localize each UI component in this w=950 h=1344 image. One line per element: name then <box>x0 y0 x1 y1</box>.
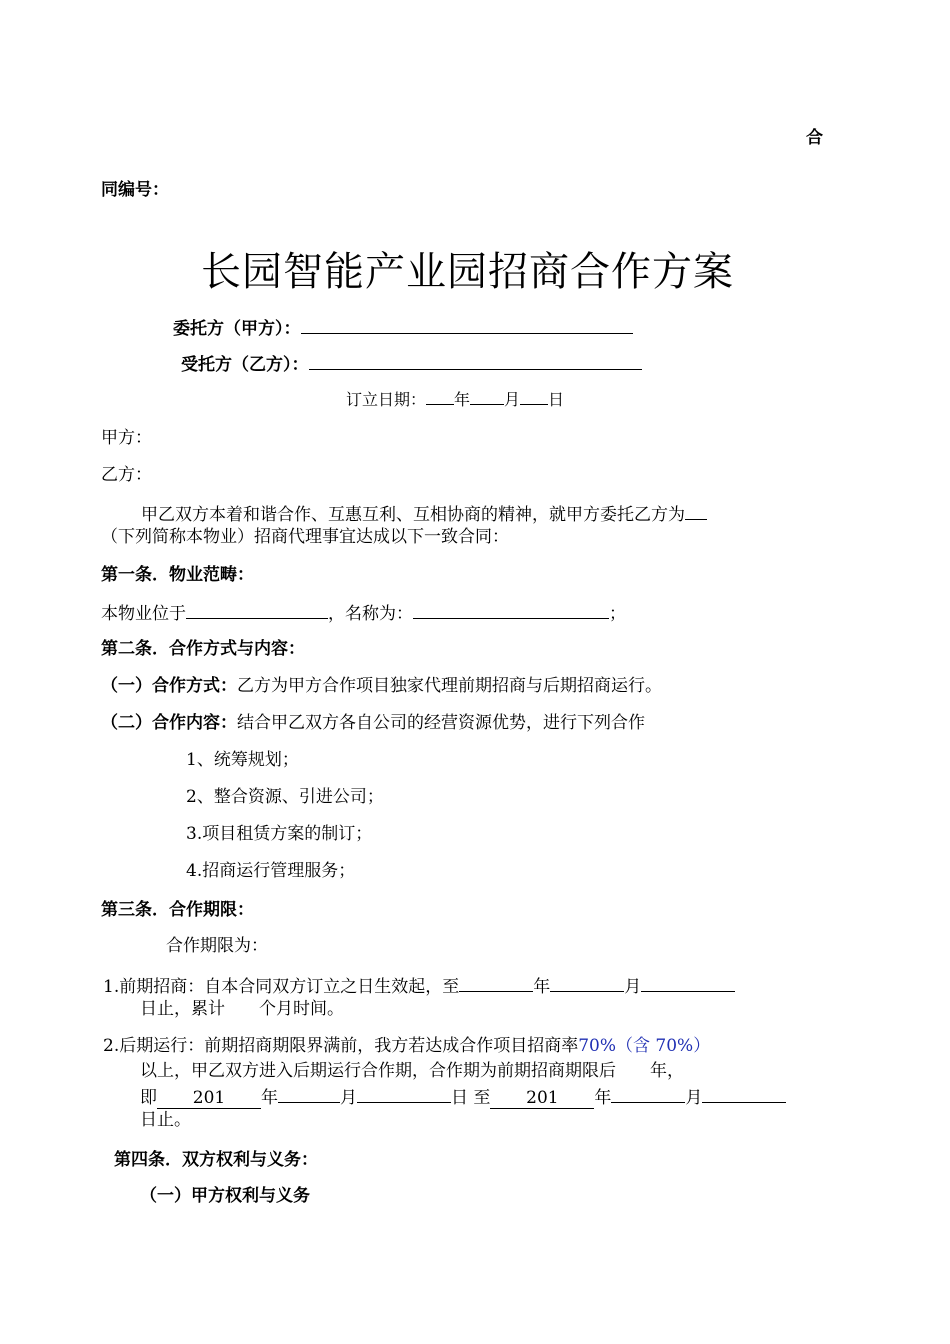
period-item-2-text: 后期运行：前期招商期限界满前，我方若达成合作项目招商率 <box>119 1036 579 1056</box>
name-blank <box>413 601 609 619</box>
client-party-blank <box>301 316 633 334</box>
location-line-end: ； <box>609 604 626 624</box>
date-day-blank <box>520 388 548 405</box>
article-4-heading: 第四条．双方权利与义务： <box>114 1150 318 1170</box>
property-location-line <box>101 601 626 624</box>
p2-end-year-field: 201 <box>490 1088 594 1109</box>
party-b-label: 乙方： <box>101 465 152 485</box>
intro-property-blank <box>685 502 707 520</box>
period-item-1-text: 前期招商：自本合同双方订立之日生效起，至 <box>119 977 460 997</box>
date-month-label: 月 <box>504 390 521 409</box>
p1-month-label: 月 <box>624 977 642 997</box>
cooperation-mode-text: 乙方为甲方合作项目独家代理前期招商与后期招商运行。 <box>237 676 662 696</box>
cooperation-content-text: 结合甲乙双方各自公司的经营资源优势，进行下列合作 <box>237 713 645 733</box>
period-item-1-line-2: 日止，累计 个月时间。 <box>140 999 344 1019</box>
p2-end-day-blank <box>702 1085 786 1103</box>
p1-year-blank <box>459 974 533 992</box>
p2-end-year-label: 年 <box>594 1088 612 1108</box>
intro-line-2: （下列简称本物业）招商代理事宜达成以下一致合同： <box>101 527 509 547</box>
period-item-2-line-2: 以上，甲乙双方进入后期运行合作期，合作期为前期招商期限后 年， <box>140 1061 684 1081</box>
article-2-heading: 第二条．合作方式与内容： <box>101 639 305 659</box>
period-label: 合作期限为： <box>166 936 268 956</box>
occupancy-rate-value: 70%（含 70%） <box>578 1036 711 1056</box>
list-item: 4.招商运行管理服务； <box>186 861 356 881</box>
client-party-label <box>173 316 633 339</box>
period-item-2-line-4: 日止。 <box>140 1110 191 1130</box>
agent-label-text: 受托方（乙方）： <box>181 355 309 375</box>
sign-date-line <box>346 388 564 409</box>
client-label-text: 委托方（甲方）： <box>173 319 301 339</box>
list-item: 2、整合资源、引进公司； <box>186 787 384 807</box>
article-3-heading: 第三条．合作期限： <box>101 900 254 920</box>
p2-start-year-field: 201 <box>157 1088 261 1109</box>
period-item-1-line-1 <box>103 974 735 997</box>
period-item-2-number: 2. <box>103 1036 120 1056</box>
period-item-2-line-1 <box>103 1036 710 1056</box>
cooperation-content-line <box>101 713 645 733</box>
article-1-heading: 第一条．物业范畴： <box>101 565 254 585</box>
intro-line-1 <box>141 502 707 525</box>
location-blank <box>186 601 328 619</box>
p2-start-day-blank <box>357 1085 451 1103</box>
p2-day-to-label: 日 至 <box>451 1088 491 1108</box>
date-prefix: 订立日期： <box>346 390 427 409</box>
p1-year-label: 年 <box>533 977 551 997</box>
date-year-blank <box>426 388 454 405</box>
p1-month-blank <box>550 974 624 992</box>
contract-no-label-part1: 合 <box>806 128 823 148</box>
date-day-label: 日 <box>548 390 565 409</box>
name-prefix: ，名称为： <box>328 604 413 624</box>
agent-party-blank <box>309 352 642 370</box>
date-year-label: 年 <box>454 390 471 409</box>
p2-ji-label: 即 <box>140 1088 157 1108</box>
p1-day-blank <box>641 974 735 992</box>
p2-start-year-label: 年 <box>261 1088 278 1108</box>
location-prefix: 本物业位于 <box>101 604 186 624</box>
list-item: 1、统筹规划； <box>186 750 299 770</box>
cooperation-mode-line <box>101 676 662 696</box>
p2-end-month-blank <box>611 1085 685 1103</box>
document-title: 长园智能产业园招商合作方案 <box>201 249 734 295</box>
contract-no-label-part2: 同编号： <box>101 180 169 200</box>
agent-party-label <box>181 352 642 375</box>
list-item: 3.项目租赁方案的制订； <box>186 824 373 844</box>
article-4-sub-1: （一）甲方权利与义务 <box>140 1186 310 1206</box>
date-month-blank <box>470 388 504 405</box>
intro-line-1-text: 甲乙双方本着和谐合作、互惠互利、互相协商的精神，就甲方委托乙方为 <box>141 505 685 525</box>
p2-start-month-blank <box>278 1085 340 1103</box>
period-item-2-line-3 <box>140 1085 786 1109</box>
cooperation-content-label: （二）合作内容： <box>101 713 237 733</box>
p2-start-month-label: 月 <box>340 1088 357 1108</box>
cooperation-mode-label: （一）合作方式： <box>101 676 237 696</box>
party-a-label: 甲方： <box>101 428 152 448</box>
p2-end-month-label: 月 <box>685 1088 703 1108</box>
period-item-1-number: 1. <box>103 977 120 997</box>
